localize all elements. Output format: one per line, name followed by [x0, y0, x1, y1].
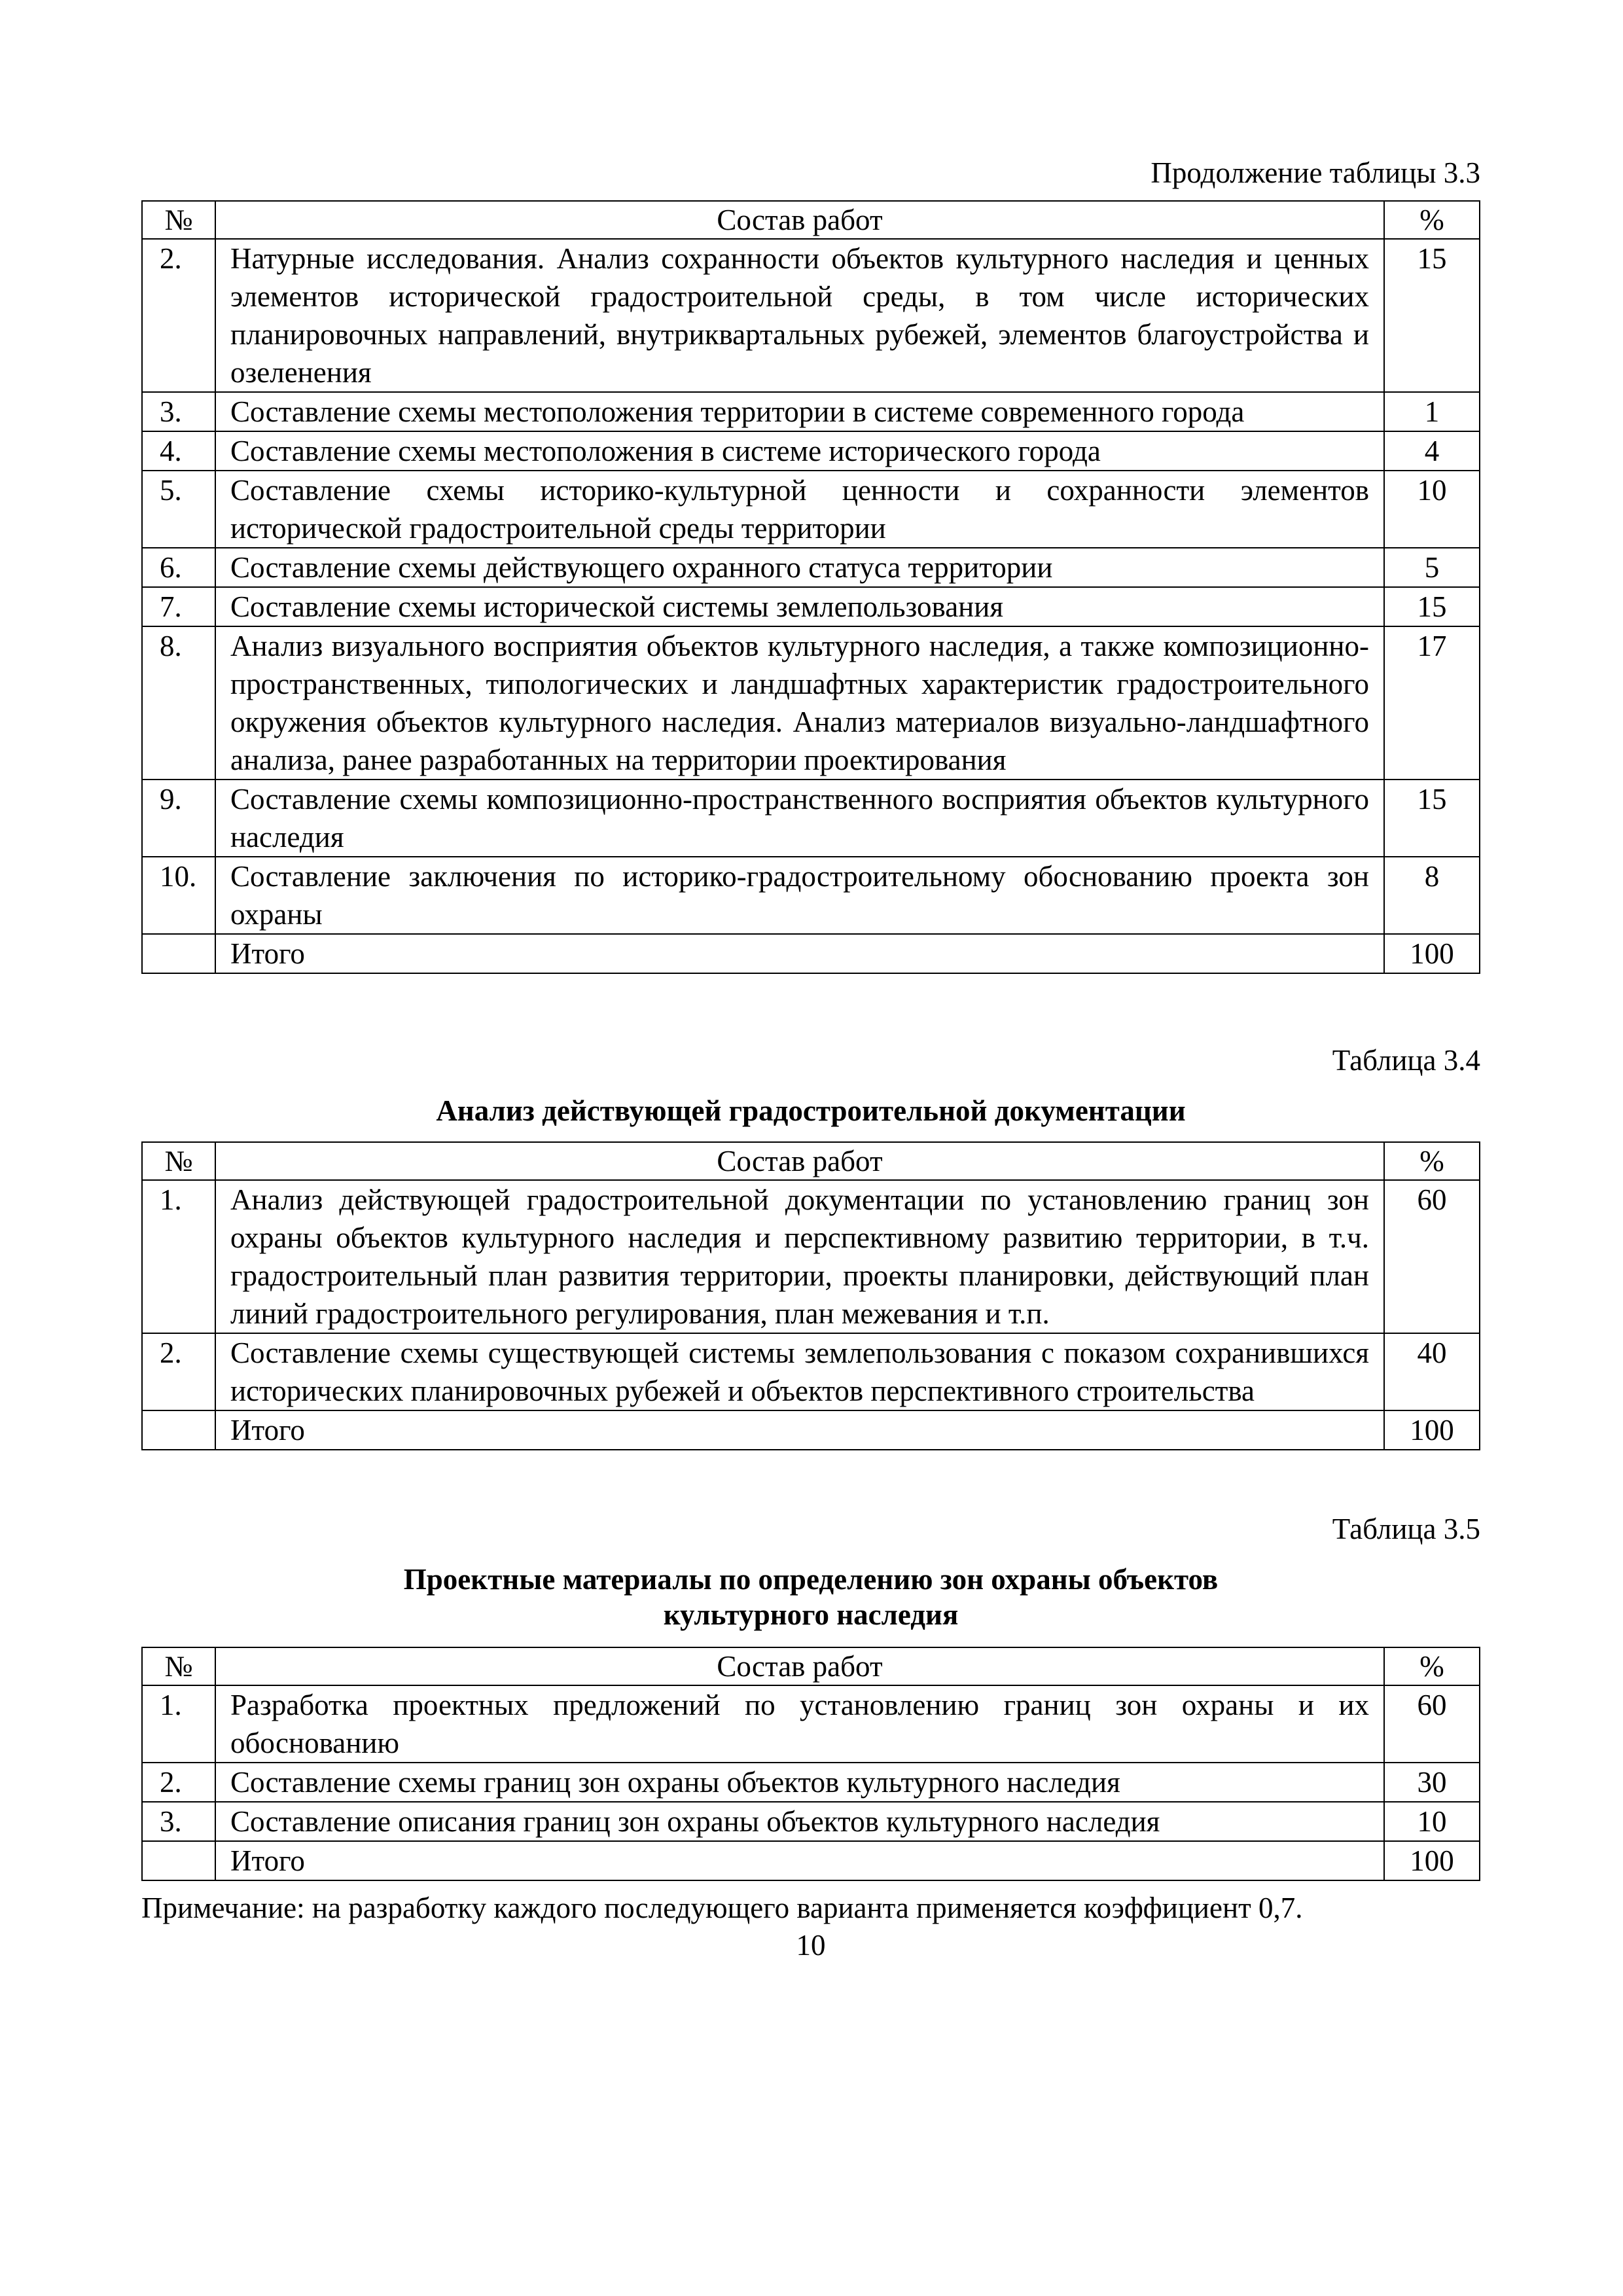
header-pct: % [1384, 201, 1480, 239]
table-3-4 [141, 1141, 1480, 1450]
row-num: 1. [142, 1180, 215, 1333]
table-header-row [142, 201, 1480, 239]
row-text: Разработка проектных предложений по установлению границ зон охраны и их обоснованию [215, 1685, 1384, 1763]
table-3-3 [141, 200, 1480, 974]
row-pct: 4 [1384, 431, 1480, 471]
row-text: Составление схемы композиционно-пространственного восприятия объектов культурного наследия [215, 780, 1384, 857]
header-pct: % [1384, 1142, 1480, 1180]
table-3-4-caption: Таблица 3.4 [1332, 1044, 1480, 1077]
total-num-empty [142, 1410, 215, 1450]
table-3-5 [141, 1647, 1480, 1881]
table-header-row [142, 1647, 1480, 1685]
row-num: 9. [142, 780, 215, 857]
row-text: Составление схемы существующей системы землепользования с показом сохранившихся исторических планировочных рубежей и объектов перспективного строительства [215, 1333, 1384, 1410]
row-pct: 1 [1384, 392, 1480, 431]
page-number: 10 [796, 1929, 826, 1962]
table-row [142, 1802, 1480, 1841]
row-pct: 10 [1384, 471, 1480, 548]
row-num: 3. [142, 392, 215, 431]
row-num: 3. [142, 1802, 215, 1841]
row-pct: 15 [1384, 587, 1480, 626]
table-3-5-title [181, 1562, 1441, 1632]
row-num: 10. [142, 857, 215, 934]
note-text: Примечание: на разработку каждого последующего варианта применяется коэффициент 0,7. [141, 1892, 1303, 1924]
row-num: 2. [142, 1763, 215, 1802]
row-num: 4. [142, 431, 215, 471]
table-row [142, 392, 1480, 431]
row-num: 5. [142, 471, 215, 548]
table-total-row [142, 1841, 1480, 1880]
table-3-5-title-line2: культурного наследия [663, 1598, 959, 1631]
header-work: Состав работ [215, 1647, 1384, 1685]
row-pct: 8 [1384, 857, 1480, 934]
row-num: 2. [142, 239, 215, 392]
total-num-empty [142, 934, 215, 973]
table-row [142, 1180, 1480, 1333]
row-pct: 60 [1384, 1180, 1480, 1333]
row-pct: 40 [1384, 1333, 1480, 1410]
row-pct: 30 [1384, 1763, 1480, 1802]
row-text: Составление схемы местоположения в системе исторического города [215, 431, 1384, 471]
row-text: Составление схемы действующего охранного статуса территории [215, 548, 1384, 587]
row-num: 8. [142, 626, 215, 780]
row-text: Составление схемы исторической системы землепользования [215, 587, 1384, 626]
row-pct: 60 [1384, 1685, 1480, 1763]
row-text: Составление заключения по историко-градостроительному обоснованию проекта зон охраны [215, 857, 1384, 934]
row-pct: 10 [1384, 1802, 1480, 1841]
row-pct: 15 [1384, 780, 1480, 857]
table-total-row [142, 1410, 1480, 1450]
table-3-3-caption: Продолжение таблицы 3.3 [1150, 156, 1480, 189]
total-num-empty [142, 1841, 215, 1880]
row-text: Анализ действующей градостроительной документации по установлению границ зон охраны объектов культурного наследия и перспективному развитию территории, в т.ч. градостроительный план развития территории, проекты планировки, действующий план линий градостроительного регулирования, план межевания и т.п. [215, 1180, 1384, 1333]
header-num: № [142, 201, 215, 239]
total-label: Итого [215, 1410, 1384, 1450]
table-3-4-title: Анализ действующей градостроительной документации [436, 1094, 1186, 1127]
table-3-5-title-line1: Проектные материалы по определению зон охраны объектов [403, 1563, 1219, 1596]
total-pct: 100 [1384, 1410, 1480, 1450]
row-text: Составление схемы местоположения территории в системе современного города [215, 392, 1384, 431]
header-work: Состав работ [215, 201, 1384, 239]
header-pct: % [1384, 1647, 1480, 1685]
total-label: Итого [215, 1841, 1384, 1880]
header-num: № [142, 1142, 215, 1180]
row-num: 7. [142, 587, 215, 626]
table-3-5-caption: Таблица 3.5 [1332, 1513, 1480, 1545]
table-row [142, 587, 1480, 626]
row-num: 2. [142, 1333, 215, 1410]
header-work: Состав работ [215, 1142, 1384, 1180]
row-text: Составление описания границ зон охраны объектов культурного наследия [215, 1802, 1384, 1841]
row-pct: 15 [1384, 239, 1480, 392]
table-row [142, 1685, 1480, 1763]
table-row [142, 1333, 1480, 1410]
row-text: Составление схемы границ зон охраны объектов культурного наследия [215, 1763, 1384, 1802]
table-row [142, 239, 1480, 392]
table-row [142, 780, 1480, 857]
table-row [142, 857, 1480, 934]
row-pct: 17 [1384, 626, 1480, 780]
table-row [142, 626, 1480, 780]
table-total-row [142, 934, 1480, 973]
row-num: 1. [142, 1685, 215, 1763]
row-text: Анализ визуального восприятия объектов культурного наследия, а также композиционно-пространственных, типологических и ландшафтных характеристик градостроительного окружения объектов культурного наследия. Анализ материалов визуально-ландшафтного анализа, ранее разработанных на территории проектирования [215, 626, 1384, 780]
header-num: № [142, 1647, 215, 1685]
table-row [142, 431, 1480, 471]
row-pct: 5 [1384, 548, 1480, 587]
table-row [142, 471, 1480, 548]
row-num: 6. [142, 548, 215, 587]
total-pct: 100 [1384, 934, 1480, 973]
total-label: Итого [215, 934, 1384, 973]
document-page [141, 0, 1480, 1964]
row-text: Натурные исследования. Анализ сохранности объектов культурного наследия и ценных элементов исторической градостроительной среды, в том числе исторических планировочных направлений, внутриквартальных рубежей, элементов благоустройства и озеленения [215, 239, 1384, 392]
total-pct: 100 [1384, 1841, 1480, 1880]
table-header-row [142, 1142, 1480, 1180]
table-row [142, 1763, 1480, 1802]
table-row [142, 548, 1480, 587]
row-text: Составление схемы историко-культурной ценности и сохранности элементов исторической градостроительной среды территории [215, 471, 1384, 548]
